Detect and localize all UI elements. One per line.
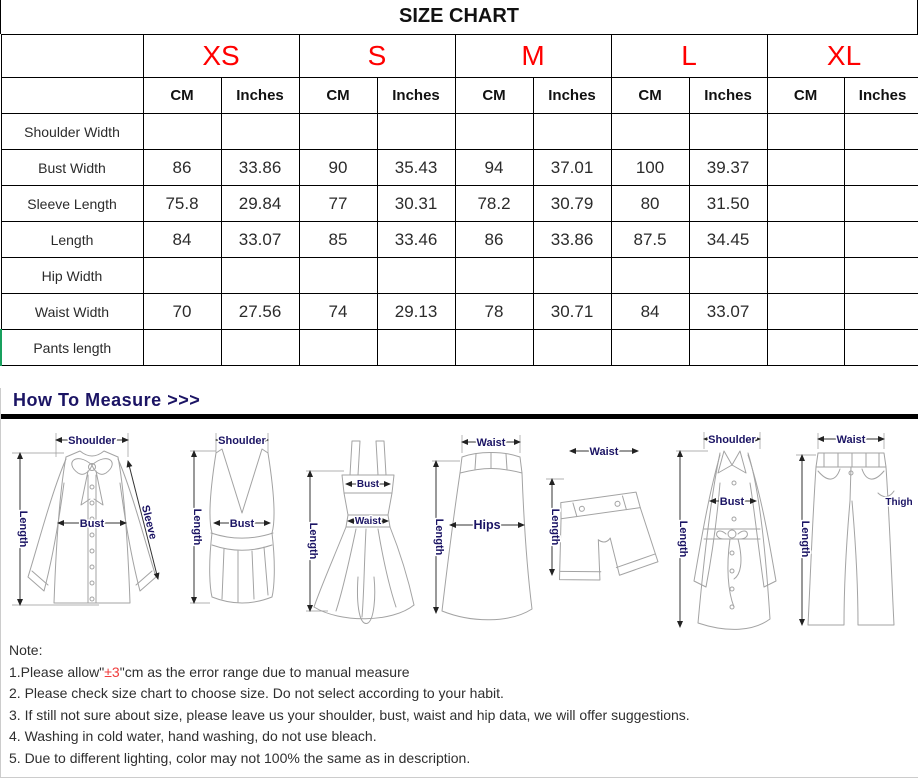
table-cell <box>689 330 767 366</box>
coat-shoulder-label: Shoulder <box>708 434 756 446</box>
note-line: 5. Due to different lighting, color may not 100% the same as in description. <box>9 749 471 766</box>
table-cell <box>844 294 918 330</box>
unit-header-s-inches: Inches <box>377 78 455 114</box>
unit-header-row <box>1 78 918 114</box>
skirt-diagram <box>428 427 540 639</box>
table-row <box>1 114 918 150</box>
table-cell <box>299 114 377 150</box>
skirt-hips-label: Hips <box>473 518 501 532</box>
table-cell <box>533 330 611 366</box>
note-line: 1.Please allow"±3"cm as the error range due to manual measure <box>9 663 410 680</box>
table-cell <box>689 114 767 150</box>
table-cell: 29.13 <box>377 294 455 330</box>
unit-header-xs-cm: CM <box>143 78 221 114</box>
blouse-diagram <box>4 427 180 639</box>
corner-cell-bottom <box>1 78 143 114</box>
blouse-bust-label: Bust <box>79 518 105 530</box>
jeans-thigh-label: Thigh <box>885 497 913 508</box>
table-cell: 27.56 <box>221 294 299 330</box>
table-cell <box>533 258 611 294</box>
vest-shoulder-label: Shoulder <box>218 435 266 447</box>
table-cell <box>844 330 918 366</box>
table-cell <box>377 114 455 150</box>
table-cell: 30.79 <box>533 186 611 222</box>
table-cell: 37.01 <box>533 150 611 186</box>
table-row <box>1 222 918 258</box>
table-cell: 33.86 <box>221 150 299 186</box>
corner-cell-top <box>1 35 143 78</box>
row-label: Shoulder Width <box>1 114 143 150</box>
table-cell: 33.46 <box>377 222 455 258</box>
page-title: SIZE CHART <box>0 0 918 34</box>
table-cell <box>844 222 918 258</box>
table-cell <box>299 258 377 294</box>
blouse-length-label: Length <box>17 510 29 548</box>
table-cell: 30.31 <box>377 186 455 222</box>
table-cell <box>844 258 918 294</box>
table-cell: 86 <box>143 150 221 186</box>
size-table-body <box>1 114 918 366</box>
table-cell <box>611 330 689 366</box>
table-cell <box>455 330 533 366</box>
table-row <box>1 186 918 222</box>
blouse-shoulder-label: Shoulder <box>68 435 116 447</box>
table-row <box>1 330 918 366</box>
table-cell: 94 <box>455 150 533 186</box>
table-cell: 77 <box>299 186 377 222</box>
table-cell <box>767 150 844 186</box>
jeans-diagram <box>792 427 916 639</box>
vest-bust-label: Bust <box>229 518 255 530</box>
dress-diagram <box>300 427 428 639</box>
size-chart-table <box>0 34 918 366</box>
table-cell <box>767 330 844 366</box>
shorts-waist-label: Waist <box>589 446 619 458</box>
table-cell: 80 <box>611 186 689 222</box>
note-line: 3. If still not sure about size, please leave us your shoulder, bust, waist and hip data, we will offer suggestions. <box>9 706 690 723</box>
notes-block <box>1 634 918 777</box>
table-cell: 84 <box>143 222 221 258</box>
unit-header-l-cm: CM <box>611 78 689 114</box>
row-label: Waist Width <box>1 294 143 330</box>
size-header-s: S <box>299 35 455 78</box>
jeans-length-label: Length <box>799 520 811 558</box>
skirt-waist-label: Waist <box>476 437 506 449</box>
table-cell: 33.86 <box>533 222 611 258</box>
table-cell <box>844 114 918 150</box>
table-cell <box>221 330 299 366</box>
dress-length-label: Length <box>307 522 319 560</box>
table-cell <box>377 330 455 366</box>
table-cell: 78 <box>455 294 533 330</box>
table-cell: 86 <box>455 222 533 258</box>
table-cell: 30.71 <box>533 294 611 330</box>
row-label: Hip Width <box>1 258 143 294</box>
table-cell: 33.07 <box>221 222 299 258</box>
table-cell <box>143 330 221 366</box>
table-cell: 39.37 <box>689 150 767 186</box>
table-cell: 33.07 <box>689 294 767 330</box>
unit-header-m-cm: CM <box>455 78 533 114</box>
size-header-xl: XL <box>767 35 918 78</box>
coat-length-label: Length <box>677 520 689 558</box>
table-cell: 100 <box>611 150 689 186</box>
table-cell: 31.50 <box>689 186 767 222</box>
unit-header-xl-cm: CM <box>767 78 844 114</box>
note-line: 4. Washing in cold water, hand washing, do not use bleach. <box>9 728 377 744</box>
table-cell: 85 <box>299 222 377 258</box>
table-cell <box>767 186 844 222</box>
table-row <box>1 150 918 186</box>
row-label: Bust Width <box>1 150 143 186</box>
row-label: Sleeve Length <box>1 186 143 222</box>
row-label: Pants length <box>1 330 143 366</box>
table-cell <box>611 114 689 150</box>
note-line: 2. Please check size chart to choose size. Do not select according to your habit. <box>9 685 504 701</box>
size-header-xs: XS <box>143 35 299 78</box>
vest-length-label: Length <box>191 508 203 546</box>
table-cell: 74 <box>299 294 377 330</box>
table-cell <box>767 222 844 258</box>
notes-label: Note: <box>9 642 43 658</box>
table-cell <box>299 330 377 366</box>
dress-bust-label: Bust <box>356 479 380 490</box>
table-cell: 87.5 <box>611 222 689 258</box>
lower-section <box>0 388 918 778</box>
unit-header-m-inches: Inches <box>533 78 611 114</box>
size-header-m: M <box>455 35 611 78</box>
unit-header-xs-inches: Inches <box>221 78 299 114</box>
table-cell <box>767 258 844 294</box>
skirt-length-label: Length <box>433 518 445 556</box>
vest-diagram <box>180 427 300 639</box>
table-cell <box>221 114 299 150</box>
unit-header-s-cm: CM <box>299 78 377 114</box>
table-cell: 75.8 <box>143 186 221 222</box>
jeans-waist-label: Waist <box>836 434 866 446</box>
table-cell <box>455 258 533 294</box>
table-cell: 78.2 <box>455 186 533 222</box>
table-cell <box>455 114 533 150</box>
table-cell <box>767 294 844 330</box>
table-cell <box>377 258 455 294</box>
table-cell <box>143 114 221 150</box>
table-cell <box>143 258 221 294</box>
dress-waist-label: Waist <box>354 516 382 527</box>
table-cell: 70 <box>143 294 221 330</box>
blouse-sleeve-label: Sleeve <box>138 503 159 541</box>
table-cell <box>844 150 918 186</box>
how-to-measure-diagrams <box>1 419 918 634</box>
table-cell: 34.45 <box>689 222 767 258</box>
coat-bust-label: Bust <box>719 496 745 508</box>
row-label: Length <box>1 222 143 258</box>
measure-heading: How To Measure >>> <box>13 390 201 410</box>
table-cell <box>533 114 611 150</box>
table-row <box>1 294 918 330</box>
unit-header-l-inches: Inches <box>689 78 767 114</box>
table-cell <box>767 114 844 150</box>
table-cell: 29.84 <box>221 186 299 222</box>
shorts-diagram <box>540 427 668 639</box>
table-cell: 35.43 <box>377 150 455 186</box>
notes-lines <box>9 662 912 770</box>
table-cell: 90 <box>299 150 377 186</box>
table-cell: 84 <box>611 294 689 330</box>
table-cell <box>221 258 299 294</box>
table-cell <box>611 258 689 294</box>
table-cell <box>689 258 767 294</box>
table-cell <box>844 186 918 222</box>
coat-diagram <box>668 427 792 639</box>
unit-header-xl-inches: Inches <box>844 78 918 114</box>
shorts-length-label: Length <box>549 508 561 546</box>
table-row <box>1 258 918 294</box>
size-header-row <box>1 35 918 78</box>
size-header-l: L <box>611 35 767 78</box>
